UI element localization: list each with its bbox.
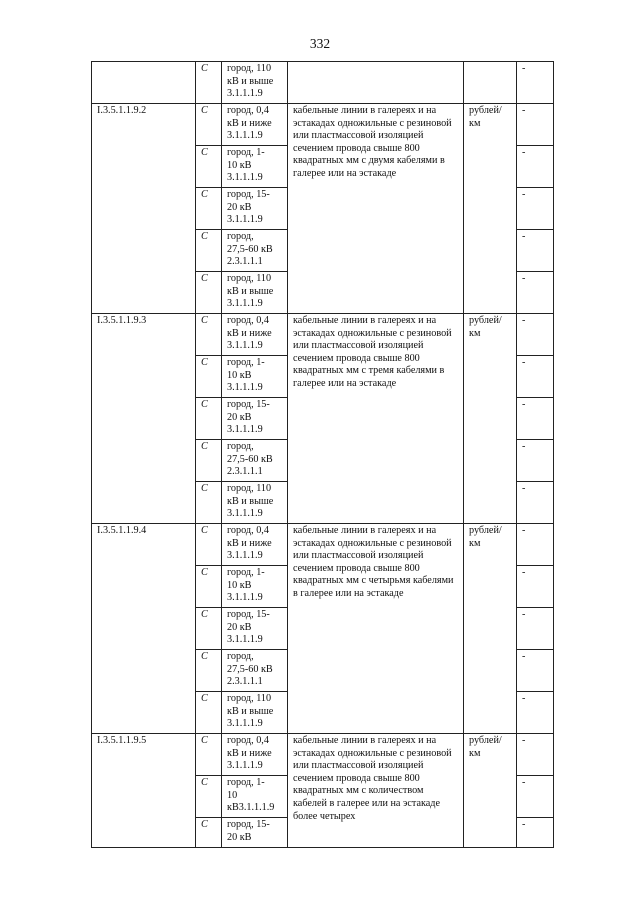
voltage-level-line: город, 15-: [227, 189, 270, 200]
voltage-level-line: 3.1.1.1.9: [227, 760, 263, 772]
voltage-level-cell: [222, 146, 288, 188]
voltage-level-line: город,: [227, 441, 254, 452]
value-cell: -: [517, 566, 554, 608]
description-cell: кабельные линии в галереях и на эстакадах одножильные с резиновой или пластмассовой изоляцией сечением провода свыше 800 квадратных мм с тремя кабелями в галерее или на эстакаде: [288, 314, 464, 524]
category-cell: С: [196, 650, 222, 692]
voltage-level-cell: [222, 734, 288, 776]
voltage-level-line: город, 15-: [227, 609, 270, 620]
voltage-level-line: 2.3.1.1.1: [227, 256, 263, 268]
table-row: [92, 62, 554, 104]
code-cell: I.3.5.1.1.9.4: [92, 524, 196, 734]
voltage-level-line: 3.1.1.1.9: [227, 130, 263, 142]
voltage-level-line: город, 110: [227, 483, 272, 494]
voltage-level-cell: [222, 314, 288, 356]
value-cell: -: [517, 314, 554, 356]
voltage-level-line: 3.1.1.1.9: [227, 592, 263, 604]
voltage-level-line: город, 0,4: [227, 105, 269, 116]
voltage-level-line: 3.1.1.1.9: [227, 172, 263, 184]
category-cell: С: [196, 608, 222, 650]
value-cell: -: [517, 818, 554, 848]
voltage-level-line: 2.3.1.1.1: [227, 466, 263, 478]
voltage-level-line: 3.1.1.1.9: [227, 298, 263, 310]
voltage-level-line: город, 15-: [227, 819, 270, 830]
value-cell: -: [517, 104, 554, 146]
description-cell: [288, 62, 464, 104]
unit-cell: рублей/ км: [464, 734, 517, 848]
voltage-level-cell: [222, 818, 288, 848]
tariff-table: [91, 61, 554, 848]
voltage-level-line: 3.1.1.1.9: [227, 508, 263, 520]
voltage-level-line: 10 кВ: [227, 369, 252, 381]
voltage-level-line: 3.1.1.1.9: [227, 550, 263, 562]
voltage-level-cell: [222, 398, 288, 440]
voltage-level-line: 3.1.1.1.9: [227, 718, 263, 730]
value-cell: -: [517, 734, 554, 776]
voltage-level-line: 3.1.1.1.9: [227, 214, 263, 226]
value-cell: -: [517, 146, 554, 188]
description-cell: кабельные линии в галереях и на эстакадах одножильные с резиновой или пластмассовой изоляцией сечением провода свыше 800 квадратных мм с четырьмя кабелями в галерее или на эстакаде: [288, 524, 464, 734]
unit-cell: [464, 62, 517, 104]
voltage-level-line: кВ и ниже: [227, 747, 272, 759]
unit-cell: рублей/ км: [464, 314, 517, 524]
description-cell: кабельные линии в галереях и на эстакадах одножильные с резиновой или пластмассовой изоляцией сечением провода свыше 800 квадратных мм с двумя кабелями в галерее или на эстакаде: [288, 104, 464, 314]
category-cell: С: [196, 692, 222, 734]
voltage-level-line: кВ и выше: [227, 705, 274, 717]
voltage-level-line: кВ и ниже: [227, 327, 272, 339]
voltage-level-line: город, 1-: [227, 567, 265, 578]
voltage-level-cell: [222, 776, 288, 818]
table-row: [92, 734, 554, 776]
voltage-level-line: 3.1.1.1.9: [227, 340, 263, 352]
value-cell: -: [517, 776, 554, 818]
category-cell: С: [196, 734, 222, 776]
voltage-level-line: 20 кВ: [227, 831, 252, 843]
voltage-level-line: город,: [227, 231, 254, 242]
voltage-level-line: 2.3.1.1.1: [227, 676, 263, 688]
voltage-level-cell: [222, 566, 288, 608]
category-cell: С: [196, 398, 222, 440]
voltage-level-line: город, 0,4: [227, 525, 269, 536]
value-cell: -: [517, 188, 554, 230]
voltage-level-line: 27,5-60 кВ: [227, 453, 273, 465]
voltage-level-line: город, 110: [227, 273, 272, 284]
category-cell: С: [196, 272, 222, 314]
category-cell: С: [196, 188, 222, 230]
voltage-level-line: 20 кВ: [227, 411, 252, 423]
voltage-level-line: 3.1.1.1.9: [227, 88, 263, 100]
voltage-level-line: кВ и выше: [227, 495, 274, 507]
unit-cell: рублей/ км: [464, 524, 517, 734]
code-cell: [92, 62, 196, 104]
voltage-level-line: город, 110: [227, 693, 272, 704]
value-cell: -: [517, 608, 554, 650]
voltage-level-line: кВ и ниже: [227, 537, 272, 549]
value-cell: -: [517, 272, 554, 314]
code-cell: I.3.5.1.1.9.5: [92, 734, 196, 848]
voltage-level-line: 3.1.1.1.9: [227, 424, 263, 436]
voltage-level-line: город,: [227, 651, 254, 662]
voltage-level-line: 10: [227, 789, 238, 801]
value-cell: -: [517, 230, 554, 272]
category-cell: С: [196, 230, 222, 272]
voltage-level-line: 10 кВ: [227, 159, 252, 171]
voltage-level-cell: [222, 608, 288, 650]
table-row: [92, 314, 554, 356]
voltage-level-cell: [222, 440, 288, 482]
category-cell: С: [196, 524, 222, 566]
voltage-level-line: город, 15-: [227, 399, 270, 410]
voltage-level-line: город, 1-: [227, 777, 265, 788]
category-cell: С: [196, 62, 222, 104]
value-cell: -: [517, 62, 554, 104]
voltage-level-line: кВ3.1.1.1.9: [227, 802, 275, 814]
description-cell: кабельные линии в галереях и на эстакадах одножильные с резиновой или пластмассовой изоляцией сечением провода свыше 800 квадратных мм с количеством кабелей в галерее или на эстакаде более четырех: [288, 734, 464, 848]
voltage-level-cell: [222, 650, 288, 692]
unit-cell: рублей/ км: [464, 104, 517, 314]
voltage-level-line: город, 1-: [227, 147, 265, 158]
voltage-level-cell: [222, 482, 288, 524]
category-cell: С: [196, 104, 222, 146]
value-cell: -: [517, 482, 554, 524]
voltage-level-line: 20 кВ: [227, 201, 252, 213]
code-cell: I.3.5.1.1.9.2: [92, 104, 196, 314]
voltage-level-line: город, 0,4: [227, 315, 269, 326]
table-row: [92, 104, 554, 146]
voltage-level-cell: [222, 272, 288, 314]
voltage-level-cell: [222, 230, 288, 272]
category-cell: С: [196, 356, 222, 398]
value-cell: -: [517, 356, 554, 398]
value-cell: -: [517, 440, 554, 482]
category-cell: С: [196, 818, 222, 848]
voltage-level-cell: [222, 188, 288, 230]
voltage-level-cell: [222, 356, 288, 398]
category-cell: С: [196, 482, 222, 524]
category-cell: С: [196, 566, 222, 608]
value-cell: -: [517, 524, 554, 566]
voltage-level-line: кВ и выше: [227, 75, 274, 87]
value-cell: -: [517, 650, 554, 692]
category-cell: С: [196, 440, 222, 482]
value-cell: -: [517, 398, 554, 440]
voltage-level-line: 27,5-60 кВ: [227, 663, 273, 675]
voltage-level-cell: [222, 62, 288, 104]
voltage-level-line: город, 110: [227, 63, 272, 74]
voltage-level-line: 20 кВ: [227, 621, 252, 633]
code-cell: I.3.5.1.1.9.3: [92, 314, 196, 524]
voltage-level-cell: [222, 692, 288, 734]
category-cell: С: [196, 776, 222, 818]
category-cell: С: [196, 146, 222, 188]
voltage-level-line: 3.1.1.1.9: [227, 634, 263, 646]
voltage-level-line: кВ и ниже: [227, 117, 272, 129]
voltage-level-line: город, 0,4: [227, 735, 269, 746]
page-number: 332: [309, 36, 331, 51]
voltage-level-line: город, 1-: [227, 357, 265, 368]
category-cell: С: [196, 314, 222, 356]
voltage-level-cell: [222, 524, 288, 566]
table-row: [92, 524, 554, 566]
voltage-level-line: 3.1.1.1.9: [227, 382, 263, 394]
voltage-level-line: 10 кВ: [227, 579, 252, 591]
voltage-level-cell: [222, 104, 288, 146]
value-cell: -: [517, 692, 554, 734]
voltage-level-line: 27,5-60 кВ: [227, 243, 273, 255]
voltage-level-line: кВ и выше: [227, 285, 274, 297]
